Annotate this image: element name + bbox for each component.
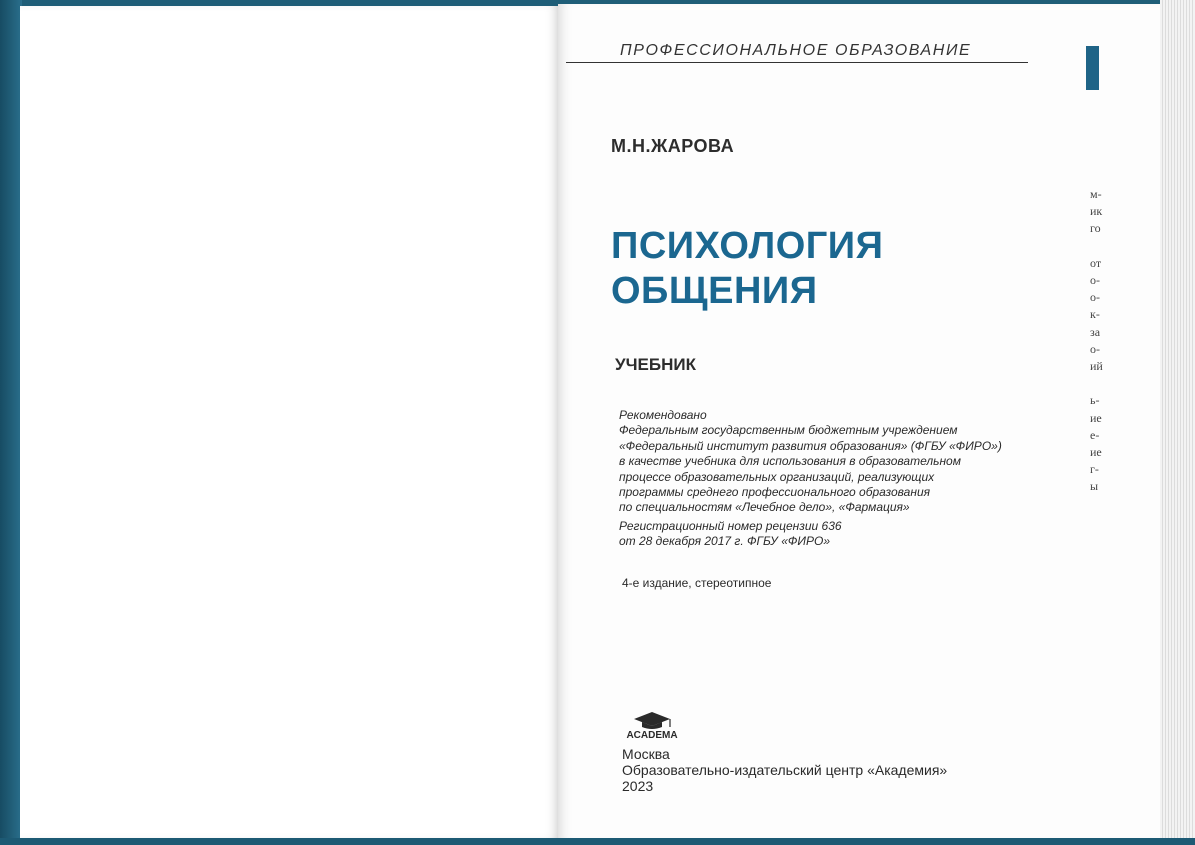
- recommendation-line: Федеральным государственным бюджетным учреждением: [619, 423, 958, 438]
- edge-fragment: ие: [1090, 445, 1102, 460]
- cover-edge: [0, 0, 22, 845]
- edge-fragment: м-: [1090, 187, 1102, 201]
- next-page-edge-text: [1090, 186, 1103, 496]
- page-stack-edge: [1160, 0, 1195, 845]
- recommendation-line: процессе образовательных организаций, реализующих: [619, 469, 935, 484]
- edge-fragment: го: [1090, 221, 1101, 236]
- recommendation-line: в качестве учебника для использования в образовательном: [619, 454, 961, 469]
- left-blank-page: [20, 6, 558, 838]
- registration-block: [619, 519, 842, 550]
- edge-fragment: от: [1090, 255, 1102, 270]
- edge-fragment: г-: [1090, 462, 1099, 477]
- edge-fragment: [1090, 375, 1103, 392]
- edge-fragment: ий: [1090, 359, 1103, 374]
- edge-fragment: е-: [1090, 427, 1100, 442]
- recommendation-line: «Федеральный институт развития образования» (ФГБУ «ФИРО»): [619, 438, 1002, 453]
- edge-fragment: о-: [1090, 273, 1100, 288]
- recommendation-block: [619, 408, 1002, 516]
- edge-fragment: [1090, 238, 1103, 255]
- edge-fragment: ь-: [1090, 393, 1100, 408]
- edge-fragment: к-: [1090, 307, 1100, 322]
- recommendation-line: по специальностям «Лечебное дело», «Фармация»: [619, 500, 910, 515]
- edge-fragment: ие: [1090, 410, 1102, 425]
- logo-text: ACADEMA: [626, 730, 678, 740]
- edge-fragment: за: [1090, 324, 1101, 339]
- imprint-block: [622, 746, 947, 794]
- academa-logo: [620, 708, 684, 740]
- edition-note: 4-е издание, стереотипное: [622, 576, 772, 590]
- edge-fragment: ы: [1090, 479, 1099, 494]
- book-title: [611, 224, 883, 314]
- cover-bottom-edge: [0, 838, 1195, 845]
- recommendation-line: программы среднего профессионального образования: [619, 485, 931, 500]
- imprint-year: 2023: [622, 778, 654, 794]
- recommendation-line: Рекомендовано: [619, 408, 707, 422]
- edge-fragment: о-: [1090, 290, 1100, 305]
- series-name: ПРОФЕССИОНАЛЬНОЕ ОБРАЗОВАНИЕ: [620, 42, 972, 59]
- author-name: М.Н.ЖАРОВА: [611, 136, 735, 156]
- title-line-1: ПСИХОЛОГИЯ: [611, 225, 884, 267]
- title-line-2: ОБЩЕНИЯ: [611, 270, 818, 312]
- blue-tab-mark: [1086, 46, 1099, 90]
- mortarboard-icon: [634, 712, 670, 726]
- book-type: УЧЕБНИК: [615, 355, 696, 374]
- imprint-city: Москва: [622, 746, 670, 762]
- edge-fragment: ик: [1090, 204, 1103, 219]
- imprint-publisher: Образовательно-издательский центр «Академия»: [622, 762, 948, 778]
- registration-line: от 28 декабря 2017 г. ФГБУ «ФИРО»: [619, 534, 830, 549]
- edge-fragment: о-: [1090, 341, 1100, 356]
- series-rule: [566, 62, 1028, 63]
- registration-line: Регистрационный номер рецензии 636: [619, 519, 842, 533]
